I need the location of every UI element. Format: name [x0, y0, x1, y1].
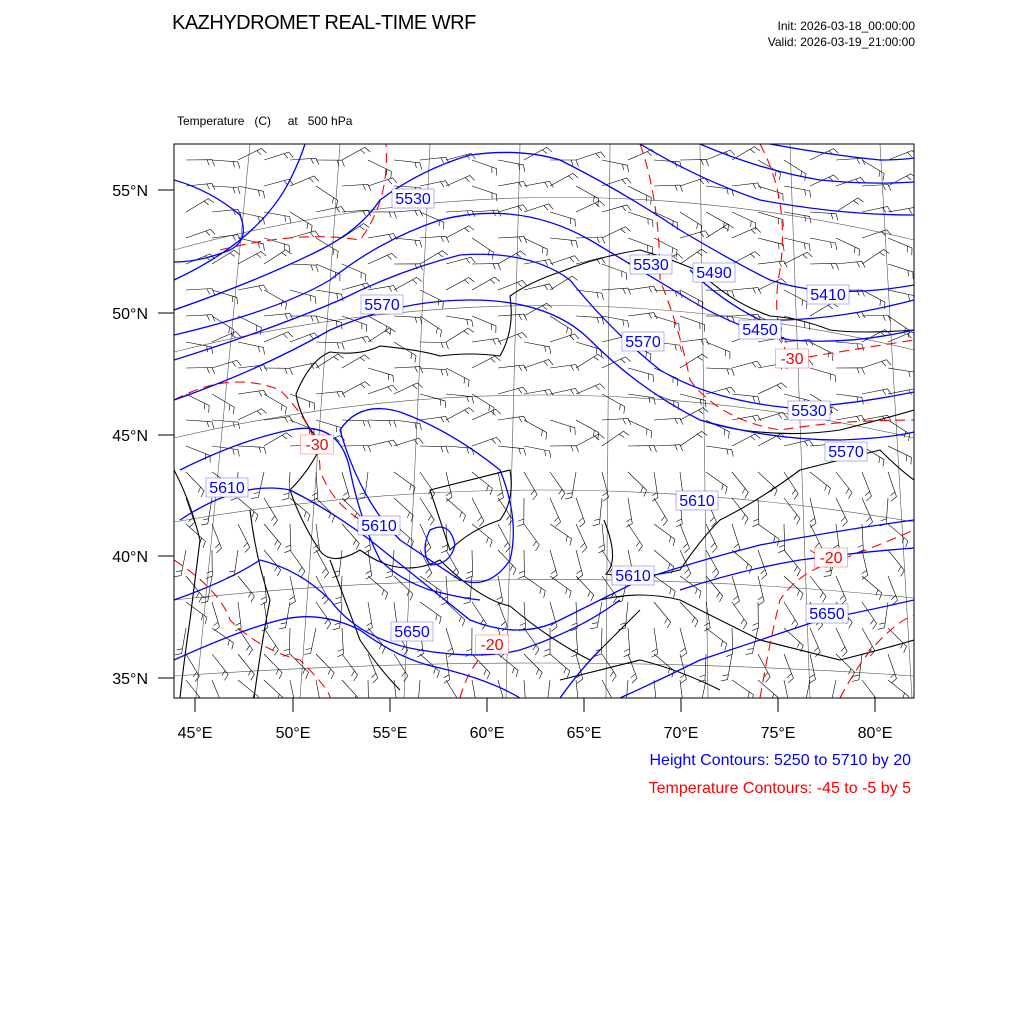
lon-label: 70°E: [663, 725, 699, 742]
lon-label: 55°E: [372, 725, 408, 742]
valid-time: Valid: 2026-03-19_21:00:00: [767, 35, 915, 49]
lat-label: 55°N: [112, 183, 148, 200]
lon-label: 75°E: [760, 725, 796, 742]
height-contour-label: 5650: [809, 606, 845, 623]
height-contour-label: 5570: [625, 334, 661, 351]
height-contour-label: 5490: [696, 265, 732, 282]
height-contour-label: 5410: [810, 287, 846, 304]
height-legend: Height Contours: 5250 to 5710 by 20: [649, 752, 911, 769]
height-contour-label: 5530: [633, 257, 669, 274]
lat-label: 40°N: [112, 549, 148, 566]
temperature-contour-label: -30: [780, 351, 804, 368]
lon-label: 60°E: [469, 725, 505, 742]
lat-label: 50°N: [112, 306, 148, 323]
temperature-contour-label: -20: [480, 637, 504, 654]
height-contour-label: 5610: [679, 493, 715, 510]
field-temperature: Temperature (C) at 500 hPa: [177, 114, 353, 128]
chart-title: KAZHYDROMET REAL-TIME WRF: [172, 12, 476, 34]
lat-label: 45°N: [112, 428, 148, 445]
height-contour-label: 5610: [209, 480, 245, 497]
lon-label: 65°E: [566, 725, 602, 742]
height-contour-label: 5530: [791, 403, 827, 420]
height-contour-label: 5610: [615, 568, 651, 585]
height-contour-label: 5450: [742, 322, 778, 339]
temperature-contour-label: -20: [819, 550, 843, 567]
lat-label: 35°N: [112, 671, 148, 688]
temperature-legend: Temperature Contours: -45 to -5 by 5: [648, 780, 911, 797]
height-contour-label: 5610: [361, 518, 397, 535]
temperature-contour-label: -30: [305, 437, 329, 454]
height-contour-label: 5570: [364, 297, 400, 314]
lon-label: 50°E: [275, 725, 311, 742]
height-contour-label: 5570: [828, 444, 864, 461]
init-time: Init: 2026-03-18_00:00:00: [777, 19, 915, 33]
lon-label: 80°E: [857, 725, 893, 742]
lon-label: 45°E: [177, 725, 213, 742]
height-contour-label: 5530: [395, 191, 431, 208]
height-contour-label: 5650: [394, 624, 430, 641]
